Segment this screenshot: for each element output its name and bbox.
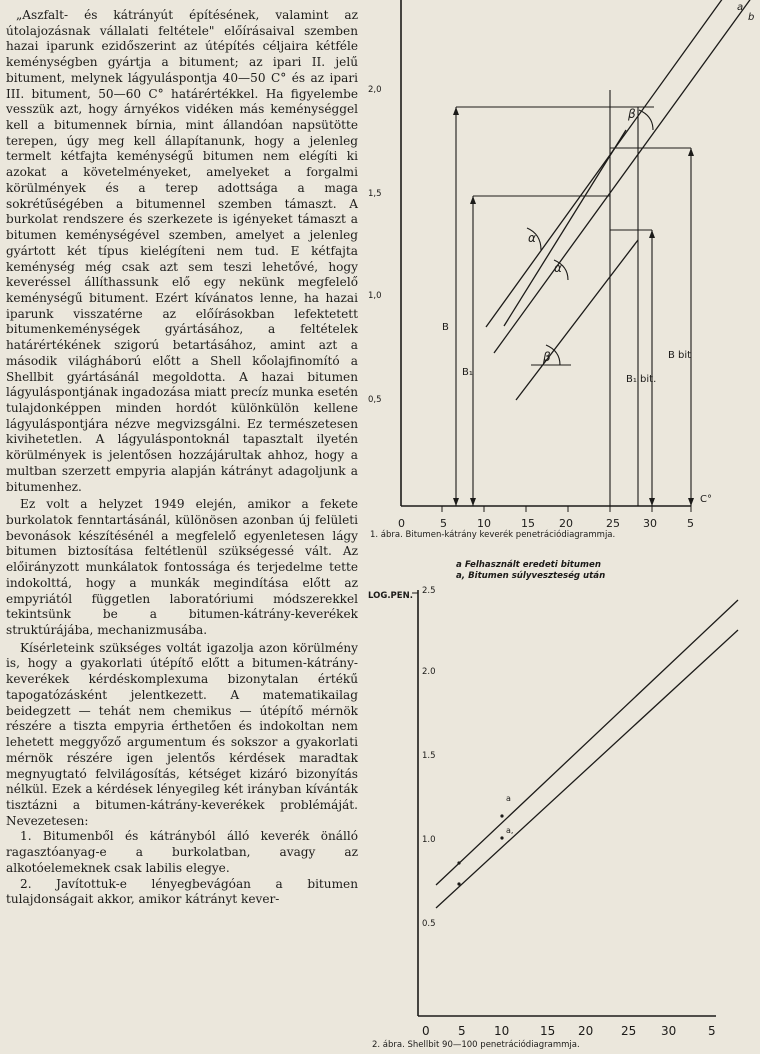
figure-1-caption: 1. ábra. Bitumen-kátrány keverék penetrációdiagrammja. <box>370 530 616 540</box>
fig1-diagonals <box>486 0 760 400</box>
svg-text:1.0: 1.0 <box>422 835 436 845</box>
svg-text:30: 30 <box>661 1024 677 1038</box>
svg-text:0.5: 0.5 <box>422 919 436 929</box>
paragraph-3: Kísérleteink szükséges voltát igazolja azon körülmény is, hogy a gyakorlati útépítő előtt a bitumen-kátrány-keverékek kérdéskomplexuma bizonytalan értékű tapogatózásként jelentkezett. A matematikailag beidegzett — tehát nem chemikus — útépítő mérnök részére a tiszta empyria érthetően és indokoltan nem lehetett meggyőző argumentum és sokszor a gyakorlati mérnök részére igen jelentős kérdések maradtak megnyugtató felvilágosítás, kétséget kizáró bizonyítás nélkül. Ezek a kérdések lényegileg két irányban kívánták tisztázni a bitumen-kátrány-keverékek problémáját. Nevezetesen: <box>6 640 358 828</box>
svg-text:B₁: B₁ <box>462 367 473 378</box>
legend-marker: a <box>456 560 462 570</box>
fig1-reference-lines <box>456 107 691 365</box>
fig2-line-original <box>436 600 738 885</box>
list-item-2: 2. Javítottuk-e lényegbevágóan a bitumen tulajdonságait akkor, amikor kátrányt kever- <box>6 876 358 907</box>
fig1-line-label: b <box>748 12 755 23</box>
fig1-x-tick: 5 <box>440 517 447 530</box>
svg-text:10: 10 <box>494 1024 510 1038</box>
fig2-lines <box>436 600 738 908</box>
legend-marker: a, <box>456 571 466 581</box>
fig2-line-after-loss <box>436 630 738 908</box>
svg-text:2.5: 2.5 <box>422 586 436 596</box>
fig2-y-title: LOG.PEN. <box>368 591 413 601</box>
figure-2-diagram <box>366 580 760 1040</box>
fig1-y-tick: 1,5 <box>368 189 382 199</box>
fig1-y-tick: 2,0 <box>368 85 382 95</box>
fig1-x-unit: C° <box>700 494 712 505</box>
fig1-x-tick: 0 <box>398 517 405 530</box>
svg-text:B₁ bit.: B₁ bit. <box>626 374 657 385</box>
svg-text:5: 5 <box>458 1024 466 1038</box>
figure-2-legend <box>456 560 605 581</box>
fig1-x-tick: 25 <box>606 517 620 530</box>
legend-item-original <box>456 560 605 570</box>
svg-text:β: β <box>543 350 551 364</box>
fig2-points <box>457 814 503 885</box>
figure-1-diagram <box>366 0 760 540</box>
svg-text:0: 0 <box>422 1024 430 1038</box>
fig1-y-tick: 1,0 <box>368 291 382 301</box>
fig1-x-ticks <box>398 494 712 530</box>
list-item-1: 1. Bitumenből és kátrányból álló keverék önálló ragasztóanyag-e a burkolatban, avagy az alkotóelemeknek csak labilis elegye. <box>6 829 358 875</box>
svg-text:α: α <box>528 231 536 245</box>
fig1-line-b <box>494 0 760 353</box>
paragraph-1: „Aszfalt- és kátrányút építésének, valamint az útolajozásnak vállalati feltétele" előírásaival szemben hazai iparunk ezidőszerint az útépítés céljaira kétféle keménységben gyártja a bitument; az ipari II. jelű bitument, melynek lágyuláspontja 40—50 C° és az ipari III. bitument, 50—60 C° határértékkel. Ha figyelembe vesszük azt, hogy árnyékos vidéken más keménységgel kell a bitumennek bírnia, mint állandóan napsütötte terepen, úgy meg kell állapítanunk, hogy a jelenleg termelt kétfajta keménységű bitumen nem elégíti ki azokat a követelményeket, amelyeket a forgalmi körülmények és a terep adottsága a maga sokrétűségében a bitumennel szemben támaszt. A burkolat rendszere és szerkezete is igényeket támaszt a bitumen keménységével szemben, amelyet a jelenleg gyártott két típus kielégíteni nem tud. E kétfajta keménység még csak azt sem teszi lehetővé, hogy keveréssel állíthassunk elő egy nekünk megfelelő keménységű bitument. Ezért kívánatos lenne, ha hazai iparunk visszatérne az előírásokban lefektetett bitumenkeménységek gyártásához, a feltételek határértékének szigorú betartásához, amint azt a második világháború előtt a Shell kőolajfinomító a Shellbit gyártásánál megoldotta. A hazai bitumen lágyuláspontjának ingadozása miatt precíz munka esetén tulajdonképpen minden hordót különkülön kellene lágyuláspontjára nézve megvizsgálni. Ez természetesen kivihetetlen. A lágyuláspontoknál tapasztalt ilyetén körülmények is jelentősen hozzájárultak ahhoz, hogy a multban szerzett empyria alapján kátrányt adagoljunk a bitumenhez. <box>6 8 358 494</box>
fig1-x-tick: 5 <box>687 517 694 530</box>
fig1-x-tick: 30 <box>643 517 657 530</box>
svg-text:20: 20 <box>578 1024 594 1038</box>
article-text <box>6 8 358 908</box>
svg-text:25: 25 <box>621 1024 637 1038</box>
fig1-x-tick: 20 <box>559 517 573 530</box>
fig1-dimension-labels <box>442 322 691 385</box>
svg-text:5: 5 <box>708 1024 716 1038</box>
fig2-point-label: a, <box>506 826 514 835</box>
svg-text:α: α <box>554 261 562 275</box>
svg-text:B: B <box>442 322 449 333</box>
fig1-line-label: a <box>737 2 744 13</box>
svg-text:β: β <box>628 107 636 121</box>
fig1-y-ticks <box>368 85 382 405</box>
svg-text:15: 15 <box>540 1024 556 1038</box>
fig1-x-tick: 15 <box>521 517 535 530</box>
fig1-x-tick: 10 <box>477 517 491 530</box>
fig1-angle-labels <box>528 107 636 364</box>
legend-text: Felhasznált eredeti bitumen <box>464 560 601 570</box>
fig1-dimension-lines <box>456 90 691 506</box>
svg-text:B bit: B bit <box>668 350 692 361</box>
fig1-line-a <box>486 0 736 327</box>
fig2-y-ticks <box>422 586 436 929</box>
fig1-y-tick: 0,5 <box>368 395 382 405</box>
svg-text:1.5: 1.5 <box>422 751 436 761</box>
legend-text: Bitumen súlyveszteség után <box>468 571 606 581</box>
figure-2-caption: 2. ábra. Shellbit 90—100 penetrációdiagrammja. <box>372 1040 580 1050</box>
svg-text:2.0: 2.0 <box>422 667 436 677</box>
fig2-point-label: a <box>506 794 511 803</box>
fig2-x-ticks <box>422 1024 716 1038</box>
paragraph-2: Ez volt a helyzet 1949 elején, amikor a fekete burkolatok fenntartásánál, különösen azonban új felületi bevonások készítésénél a megfelelő egyenletesen lágy bitumen biztosítása feltétlenül szükségessé vált. Az előirányzott munkálatok fontossága és terjedelme tette indokolttá, hogy a munkák megindítása előtt az empyriától független laboratóriumi módszerekkel tekintsünk be a bitumen-kátrány-keverékek struktúrájába, mechanizmusába. <box>6 497 358 638</box>
